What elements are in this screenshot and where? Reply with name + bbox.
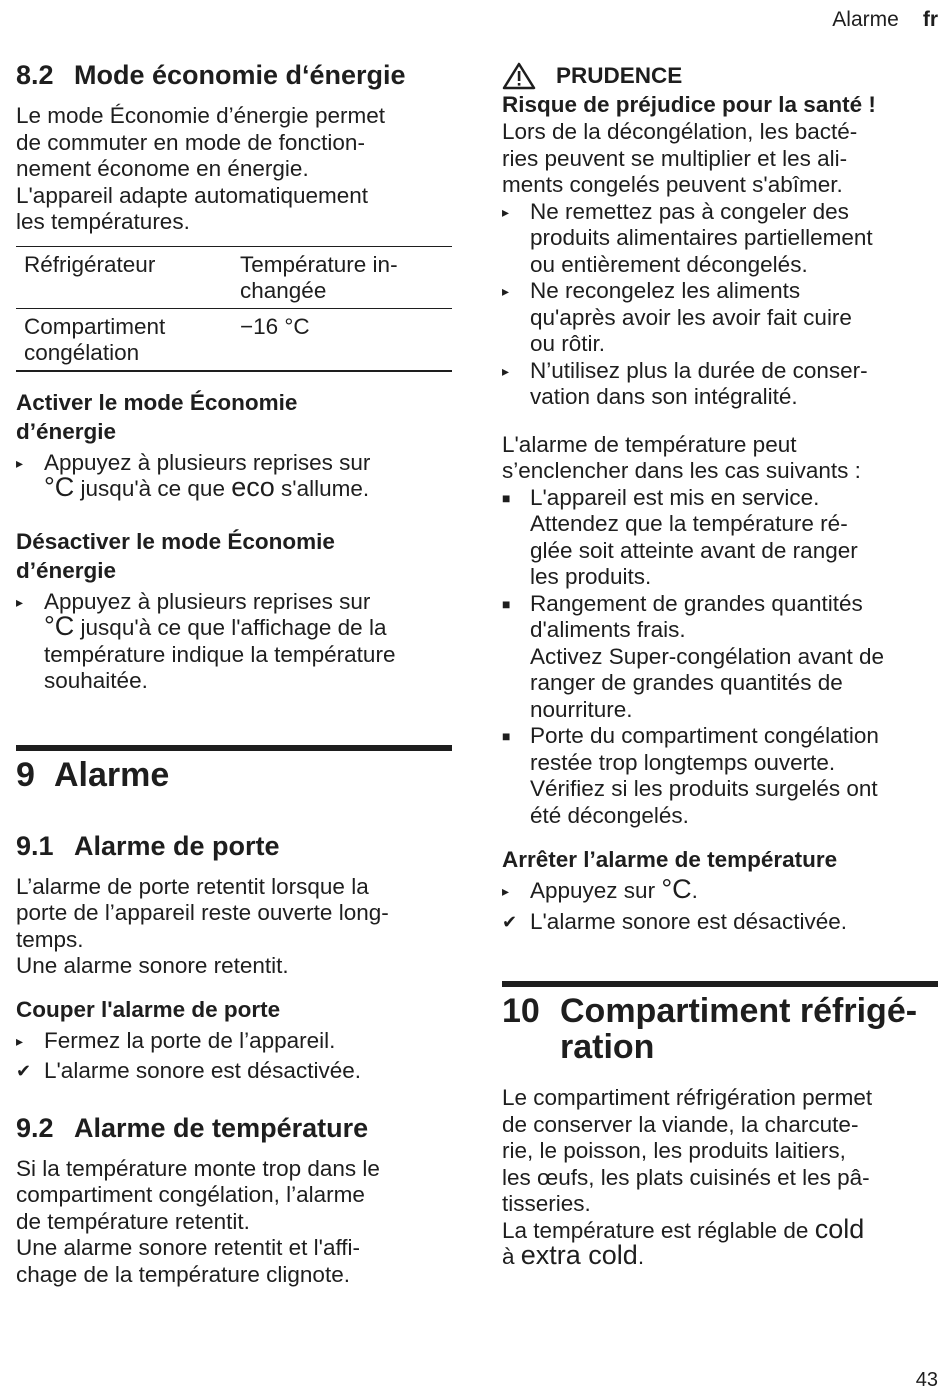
list-item: ■ Rangement de grandes quantités d'aliments frais. Activez Super-congélation avant de ranger de grandes quantités de nourriture.	[502, 590, 884, 722]
step-arrow-icon: ▸	[16, 454, 24, 471]
bullet-square-icon: ■	[502, 595, 511, 612]
temperature-range-line: La température est réglable de cold	[502, 1213, 865, 1244]
list-item: ▸ N’utilisez plus la durée de conser- vation dans son intégralité.	[502, 357, 868, 409]
step-arrow-icon: ▸	[16, 593, 24, 610]
cold-setting-symbol: cold	[814, 1213, 865, 1244]
chapter-rule	[502, 981, 938, 987]
table-row: Compartiment congélation −16 °C	[16, 308, 452, 371]
bullet-square-icon: ■	[502, 728, 511, 744]
section-8-2-intro: Le mode Économie d’énergie permet de commuter en mode de fonction- nement économe en énergie. L'appareil adapte automatiquement les températures.	[16, 103, 385, 234]
section-8-2-heading: 8.2 Mode économie d‘énergie	[16, 60, 406, 90]
temperature-button-symbol: °C	[661, 874, 692, 904]
list-item: ▸ Ne remettez pas à congeler des produits alimentaires partiellement ou entièrement décongelés.	[502, 198, 873, 277]
list-item: ▸ Ne recongelez les aliments qu'après avoir les avoir fait cuire ou rôtir.	[502, 278, 852, 356]
caution-body: Lors de la décongélation, les bacté- ries peuvent se multiplier et les ali- ments congelés peuvent s'abîmer.	[502, 119, 858, 197]
page-number: 43	[915, 1369, 938, 1391]
chapter-rule	[16, 745, 452, 751]
bullet-square-icon: ■	[502, 489, 511, 506]
header-section: Alarme	[832, 8, 899, 31]
activate-eco-steps	[16, 450, 452, 503]
caution-heading: PRUDENCE	[502, 62, 938, 90]
list-item: ▸ Appuyez à plusieurs reprises sur °C jusqu'à ce que eco s'allume.	[16, 449, 371, 502]
stop-temperature-alarm-steps	[502, 874, 938, 935]
result-check-icon: ✔	[16, 1061, 32, 1081]
list-item: ■ L'appareil est mis en service. Attendez que la température ré- glée soit atteinte avant de ranger les produits.	[502, 484, 858, 589]
caution-steps	[502, 199, 938, 411]
eco-display-symbol: eco	[231, 472, 275, 502]
warning-triangle-icon	[502, 62, 536, 90]
section-9-2-heading: 9.2 Alarme de température	[16, 1112, 369, 1143]
list-item: ▸ Appuyez à plusieurs reprises sur °C jusqu'à ce que l'affichage de la température indique la température souhaitée.	[16, 588, 396, 693]
stop-temperature-alarm-heading: Arrêter l’alarme de température	[502, 847, 838, 872]
section-9-2-body: Si la température monte trop dans le compartiment congélation, l’alarme de température retentit. Une alarme sonore retentit et l'affi- chage de la température clignote.	[16, 1155, 380, 1287]
chapter-9-heading: 9 Alarme	[16, 755, 170, 794]
temperature-alarm-intro: L'alarme de température peut s’enclencher dans les cas suivants :	[502, 431, 861, 483]
section-9-1-body: L’alarme de porte retentit lorsque la porte de l’appareil reste ouverte long- temps. Une alarme sonore retentit.	[16, 873, 389, 978]
header-language: fr	[922, 8, 938, 31]
step-arrow-icon: ▸	[502, 883, 510, 899]
chapter-10-body: Le compartiment réfrigération permet de conserver la viande, la charcute- rie, le poisson, les produits laitiers, les œufs, les plats cuisinés et les pâ- tisseries. La température est réglable de cold à extra cold.	[502, 1085, 938, 1271]
temperature-button-symbol: °C	[44, 472, 75, 502]
left-column	[16, 58, 452, 1288]
list-item: ▸ Appuyez sur °C.	[502, 874, 698, 904]
step-arrow-icon: ▸	[16, 1032, 24, 1049]
door-alarm-off-heading: Couper l'alarme de porte	[16, 996, 281, 1022]
extra-cold-setting-symbol: extra cold	[520, 1240, 638, 1270]
list-item: ▸ Fermez la porte de l’appareil.	[16, 1027, 336, 1053]
step-arrow-icon: ▸	[502, 203, 510, 220]
step-arrow-icon: ▸	[502, 362, 510, 379]
deactivate-eco-heading: Désactiver le mode Économie d’énergie	[16, 528, 335, 583]
right-column	[502, 58, 938, 1271]
temperature-button-symbol: °C	[44, 611, 75, 641]
section-9-1-heading: 9.1 Alarme de porte	[16, 830, 280, 861]
list-item: ✔ L'alarme sonore est désactivée.	[16, 1058, 361, 1083]
step-arrow-icon: ▸	[502, 283, 510, 299]
temperature-alarm-cases	[502, 485, 938, 830]
energy-mode-table	[16, 246, 452, 372]
running-header	[832, 8, 938, 32]
result-check-icon: ✔	[502, 911, 518, 932]
list-item: ✔ L'alarme sonore est désactivée.	[502, 908, 847, 934]
table-row: Réfrigérateur Température in- changée	[16, 246, 452, 308]
caution-risk: Risque de préjudice pour la santé !	[502, 92, 876, 117]
chapter-10-heading: 10 Compartiment réfrigé- ration	[502, 992, 918, 1066]
activate-eco-heading: Activer le mode Économie d’énergie	[16, 389, 298, 444]
door-alarm-off-steps	[16, 1028, 452, 1085]
deactivate-eco-steps	[16, 589, 452, 695]
list-item: ■ Porte du compartiment congélation restée trop longtemps ouverte. Vérifiez si les produits surgelés ont été décongelés.	[502, 723, 879, 828]
